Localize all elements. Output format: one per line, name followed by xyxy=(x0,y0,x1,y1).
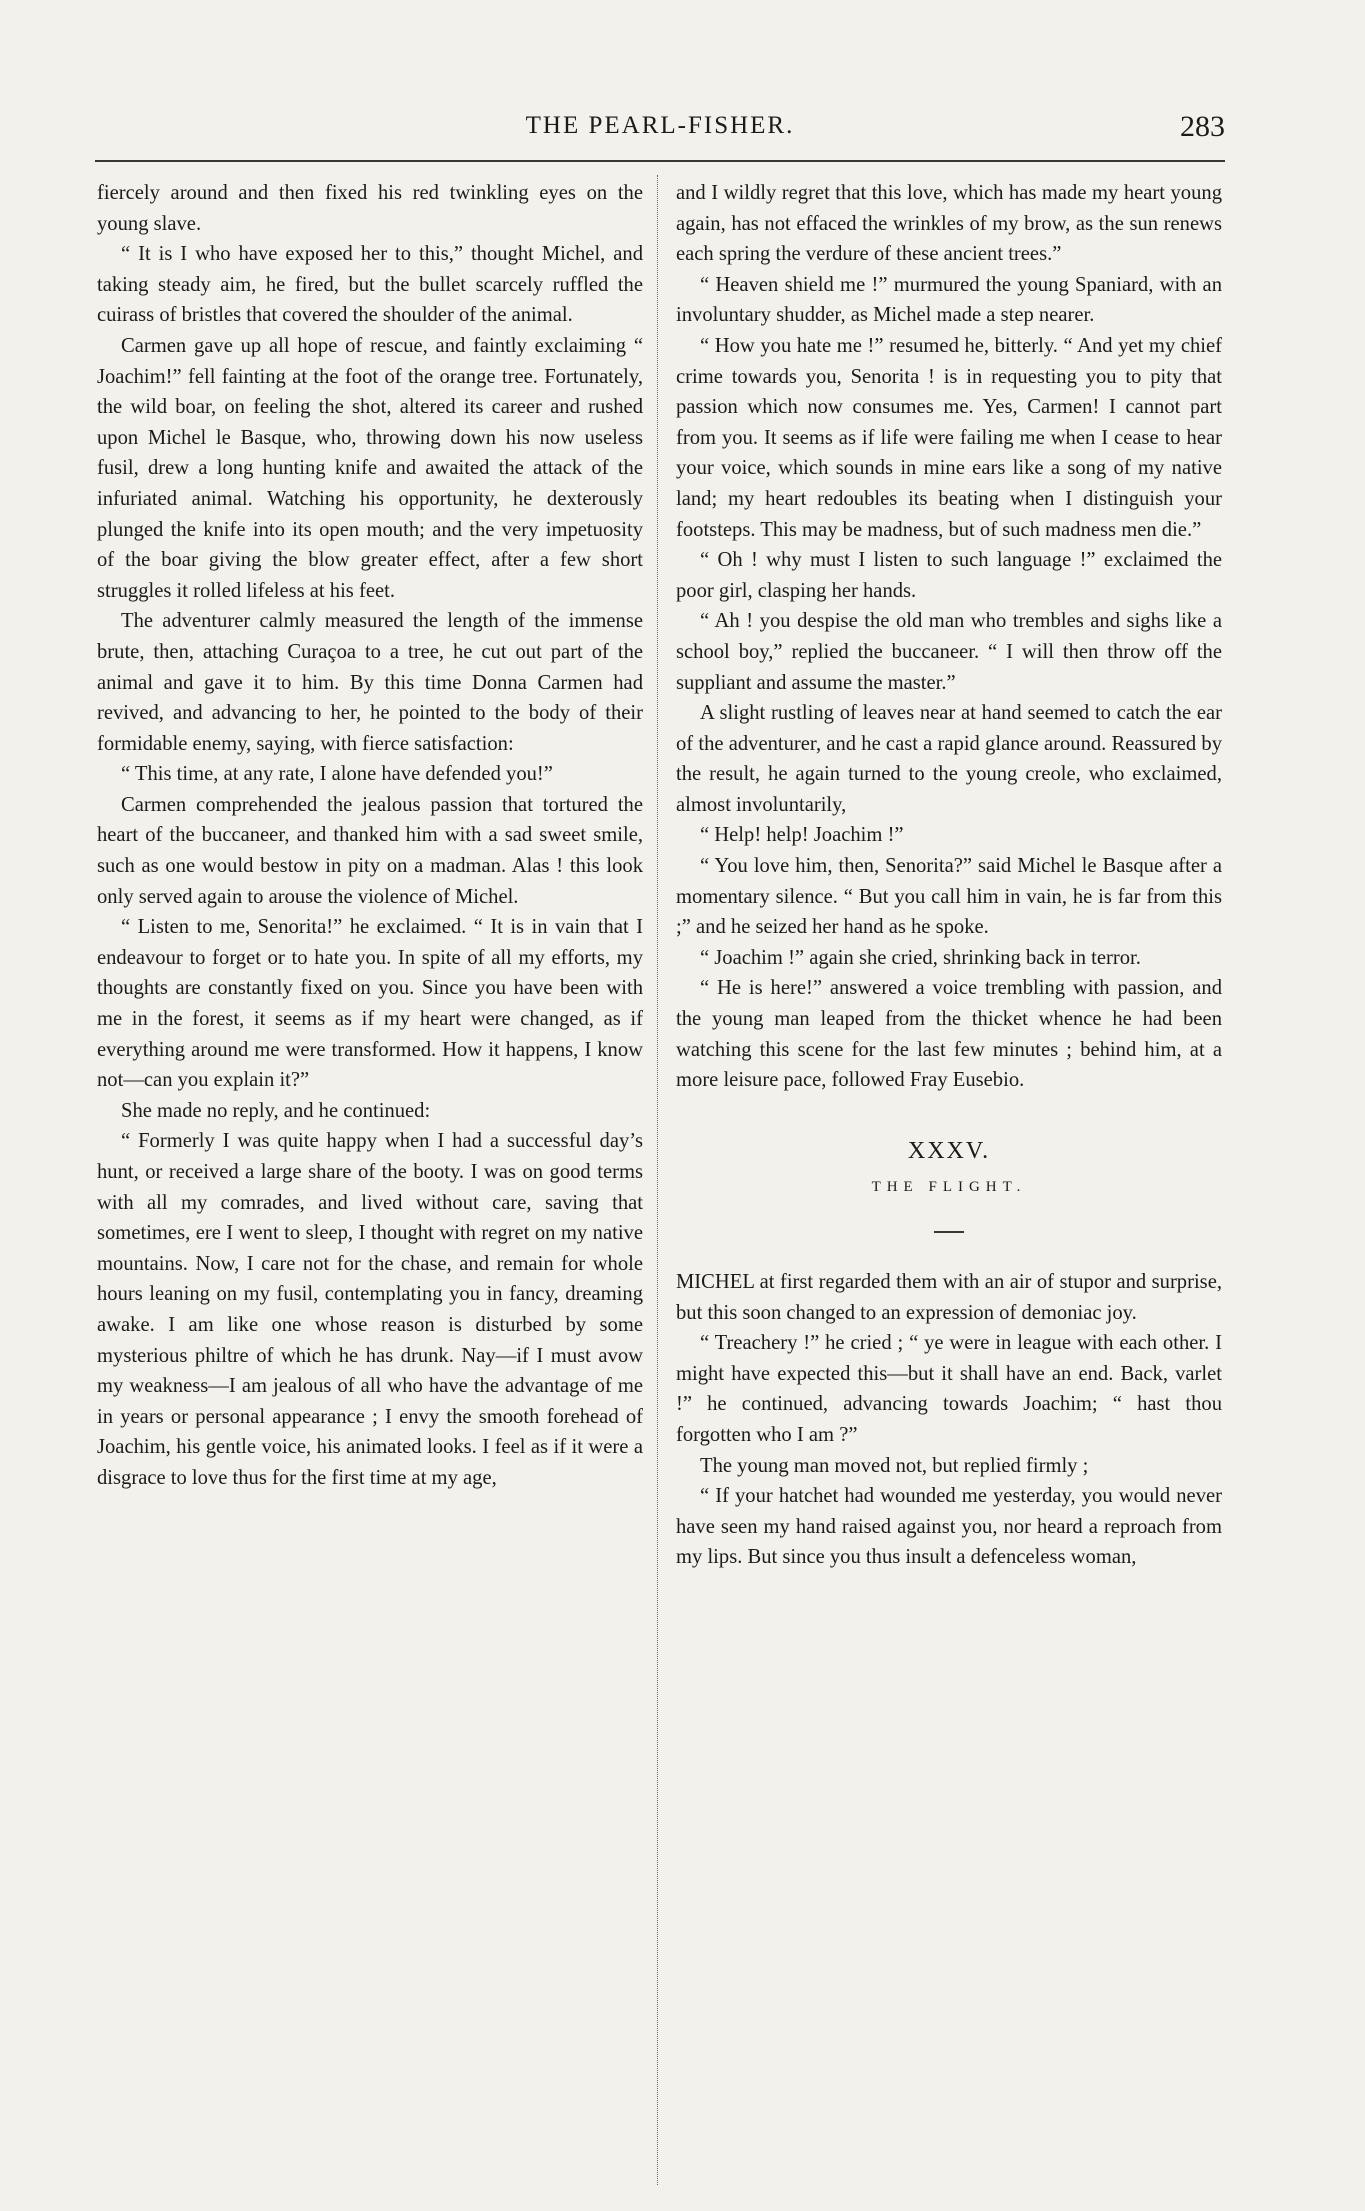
left-column xyxy=(97,178,643,1494)
paragraph: The young man moved not, but replied firmly ; xyxy=(700,1454,1089,1477)
paragraph: “ If your hatchet had wounded me yesterday, you would never have seen my hand raised against you, nor heard a reproach from my lips. But since you thus insult a defenceless woman, xyxy=(676,1485,1222,1569)
chapter-number: XXXV. xyxy=(907,1137,991,1164)
running-title: THE PEARL-FISHER. xyxy=(525,112,795,139)
column-divider xyxy=(657,175,658,2185)
paragraph: “ It is I who have exposed her to this,” thought Michel, and taking steady aim, he fired, but the bullet scarcely ruffled the cuirass of bristles that covered the shoulder of the animal. xyxy=(97,243,643,327)
paragraph: “ He is here!” answered a voice trembling with passion, and the young man leaped from the thicket whence he had been watching this scene for the last few minutes ; behind him, at a more leisure pace, followed Fray Eusebio. xyxy=(676,977,1222,1092)
paragraph: “ Formerly I was quite happy when I had a successful day’s hunt, or received a large share of the booty. I was on good terms with all my comrades, and lived without care, saving that sometimes, ere I went to sleep, I thought with regret on my native mountains. Now, I care not for the chase, and remain for whole hours leaning on my fusil, contemplating you in fancy, dreaming awake. I am like one whose reason is disturbed by some mysterious philtre of which he has drunk. Nay—if I must avow my weakness—I am jealous of all who have the advantage of me in years or personal appearance ; I envy the smooth forehead of Joachim, his gentle voice, his animated looks. I feel as if it were a disgrace to love thus for the first time at my age, xyxy=(97,1130,643,1489)
paragraph: “ Treachery !” he cried ; “ ye were in league with each other. I might have expected this—but it shall have an end. Back, varlet !” he continued, advancing towards Joachim; “ hast thou forgotten who I am ?” xyxy=(676,1332,1222,1446)
page-number: 283 xyxy=(1180,110,1225,143)
paragraph: “ How you hate me !” resumed he, bitterly. “ And yet my chief crime towards you, Senorita ! is in requesting you to pity that passion which now consumes me. Yes, Carmen! I cannot part from you. It seems as if life were failing me when I cease to hear your voice, which sounds in mine ears like a song of my native land; my heart redoubles its beating when I distinguish your footsteps. This may be madness, but of such madness men die.” xyxy=(676,334,1222,541)
paragraph: “ Joachim !” again she cried, shrinking back in terror. xyxy=(700,946,1141,969)
paragraph: and I wildly regret that this love, which has made my heart young again, has not effaced the wrinkles of my brow, as the sun renews each spring the verdure of these ancient trees.” xyxy=(676,182,1222,266)
chapter-dash xyxy=(934,1231,964,1233)
paragraph: The adventurer calmly measured the length of the immense brute, then, attaching Curaçoa to a tree, he cut out part of the animal and gave it to him. By this time Donna Carmen had revived, and advancing to her, he pointed to the body of their formidable enemy, saying, with fierce satisfaction: xyxy=(97,610,643,755)
chapter-heading xyxy=(676,1136,1222,1233)
paragraph: “ Ah ! you despise the old man who trembles and sighs like a school boy,” replied the buccaneer. “ I will then throw off the suppliant and assume the master.” xyxy=(676,610,1222,694)
paragraph: fiercely around and then fixed his red twinkling eyes on the young slave. xyxy=(97,182,643,235)
paragraph: “ Heaven shield me !” murmured the young Spaniard, with an involuntary shudder, as Michel made a step nearer. xyxy=(676,273,1222,327)
paragraph: Carmen gave up all hope of rescue, and faintly exclaiming “ Joachim!” fell fainting at the foot of the orange tree. Fortunately, the wild boar, on feeling the shot, altered its career and rushed upon Michel le Basque, who, throwing down his now useless fusil, drew a long hunting knife and awaited the attack of the infuriated animal. Watching his opportunity, he dexterously plunged the knife into its open mouth; and the very impetuosity of the boar giving the blow greater effect, after a few short struggles it rolled lifeless at his feet. xyxy=(97,334,643,602)
chapter-title: THE FLIGHT. xyxy=(871,1179,1027,1196)
paragraph: MICHEL at first regarded them with an air of stupor and surprise, but this soon changed to an expression of demoniac joy. xyxy=(676,1271,1222,1324)
header-rule xyxy=(95,160,1225,162)
paragraph: A slight rustling of leaves near at hand seemed to catch the ear of the adventurer, and he cast a rapid glance around. Reassured by the result, he again turned to the young creole, who exclaimed, almost involuntarily, xyxy=(676,702,1222,816)
right-column xyxy=(676,178,1222,1573)
paragraph: “ Help! help! Joachim !” xyxy=(700,824,904,847)
paragraph: She made no reply, and he continued: xyxy=(121,1099,431,1122)
running-header xyxy=(95,110,1225,150)
paragraph: “ You love him, then, Senorita?” said Michel le Basque after a momentary silence. “ But you call him in vain, he is far from this ;” and he seized her hand as he spoke. xyxy=(676,855,1222,939)
paragraph: Carmen comprehended the jealous passion that tortured the heart of the buccaneer, and thanked him with a sad sweet smile, such as one would bestow in pity on a madman. Alas ! this look only served again to arouse the violence of Michel. xyxy=(97,793,643,908)
paragraph: “ Oh ! why must I listen to such language !” exclaimed the poor girl, clasping her hands. xyxy=(676,549,1222,602)
paragraph: “ This time, at any rate, I alone have defended you!” xyxy=(121,763,553,786)
paragraph: “ Listen to me, Senorita!” he exclaimed. “ It is in vain that I endeavour to forget or to hate you. In spite of all my efforts, my thoughts are constantly fixed on you. Since you have been with me in the forest, it seems as if my heart were changed, as if everything around me were transformed. How it happens, I know not—can you explain it?” xyxy=(97,916,643,1092)
